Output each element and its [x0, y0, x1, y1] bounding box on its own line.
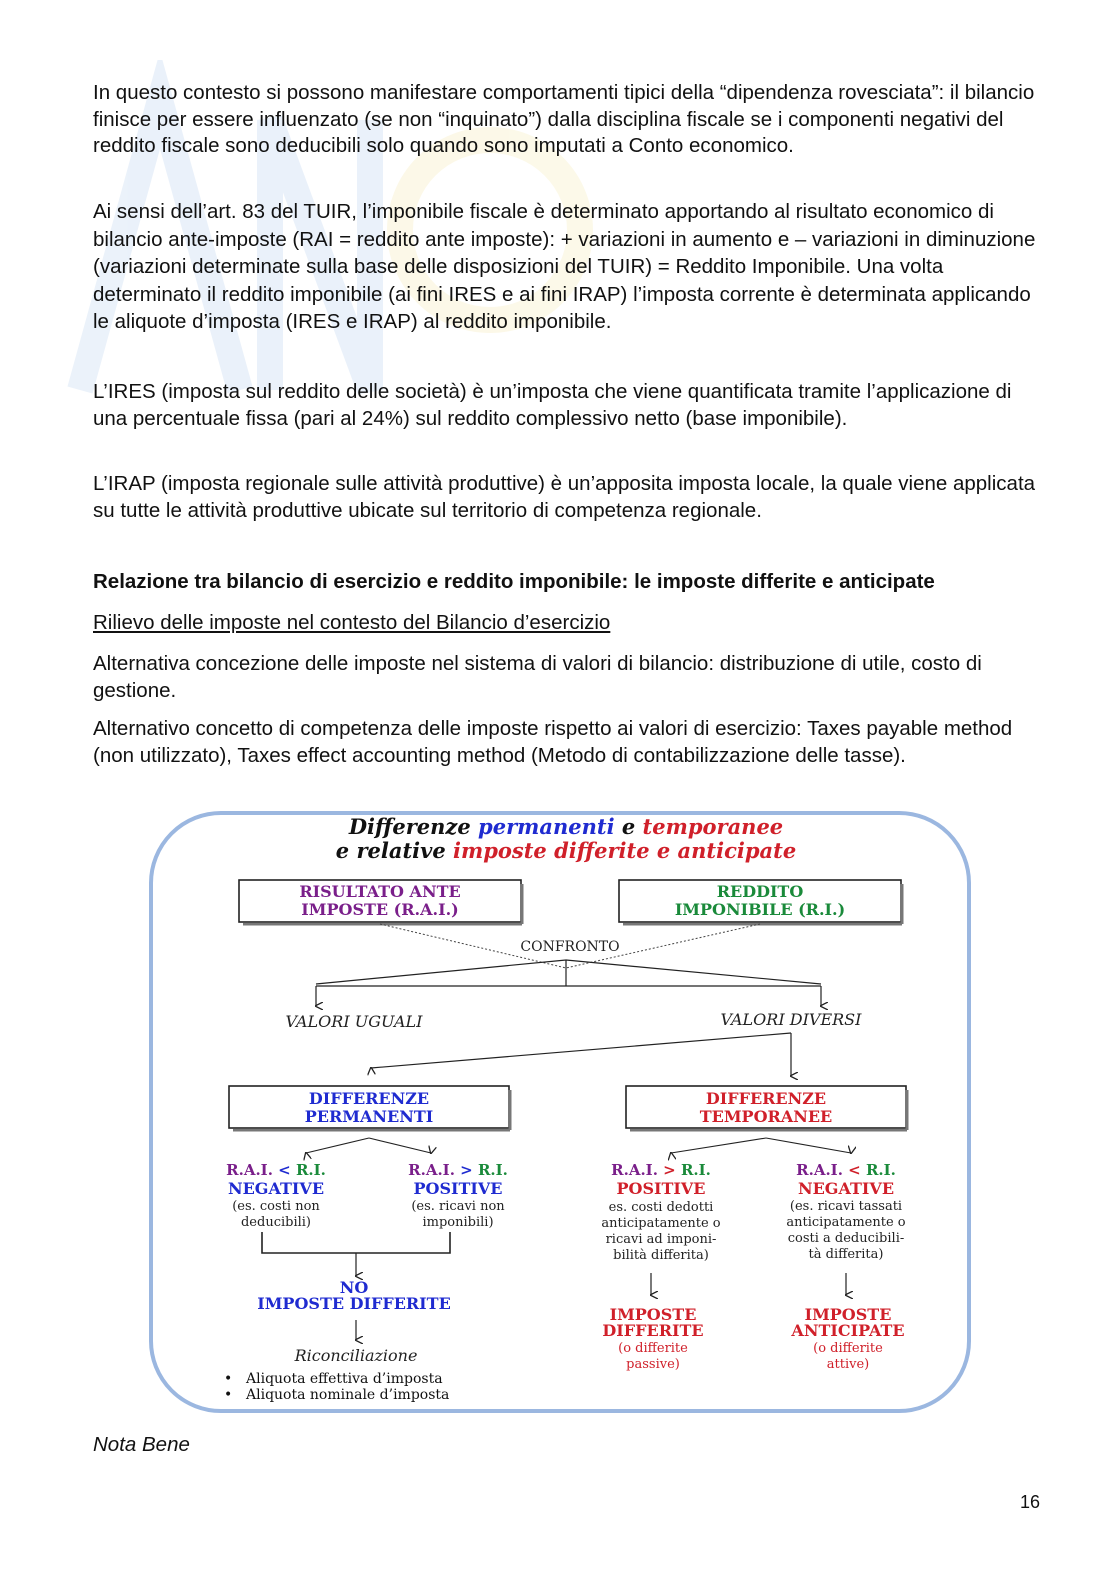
svg-text:imponibili): imponibili) — [422, 1215, 494, 1230]
rai-box — [239, 880, 522, 924]
svg-text:Aliquota nominale d’imposta: Aliquota nominale d’imposta — [246, 1387, 450, 1403]
svg-text:PERMANENTI: PERMANENTI — [304, 1107, 434, 1126]
svg-text:R.A.I. < R.I.: R.A.I. < R.I. — [226, 1161, 326, 1179]
svg-text:anticipatamente o: anticipatamente o — [601, 1216, 721, 1231]
svg-text:R.A.I. < R.I.: R.A.I. < R.I. — [796, 1161, 896, 1179]
section-subheading: Rilievo delle imposte nel contesto del Bilancio d’esercizio — [93, 611, 611, 634]
svg-text:DIFFERENZE: DIFFERENZE — [705, 1089, 827, 1108]
svg-text:POSITIVE: POSITIVE — [413, 1179, 503, 1198]
valori-uguali-label: VALORI UGUALI — [285, 1012, 423, 1031]
paragraph-4: L’IRAP (imposta regionale sulle attività produttive) è un’apposita imposta locale, la quale viene applicata su tutte le attività produttive ubicate sul territorio di competenza regionale. — [93, 472, 1036, 522]
svg-text:DIFFERENZE: DIFFERENZE — [308, 1089, 430, 1108]
svg-text:deducibili): deducibili) — [240, 1215, 312, 1230]
svg-text:TEMPORANEE: TEMPORANEE — [699, 1107, 833, 1126]
svg-text:DIFFERITE: DIFFERITE — [602, 1321, 704, 1340]
paragraph-6: Alternativo concetto di competenza delle imposte rispetto ai valori di esercizio: Taxes payable method (non utilizzato), Taxes effect accounting method (Metodo di contabilizzazione delle tasse). — [93, 717, 1013, 767]
svg-text:IMPOSTE (R.A.I.): IMPOSTE (R.A.I.) — [301, 900, 459, 919]
diagram-title-line1: Differenze permanenti e temporanee — [348, 814, 784, 839]
paragraph-1: In questo contesto si possono manifestare comportamenti tipici della “dipendenza rovesciata”: il bilancio finisce per essere influenzato (se non “inquinato”) dalla disciplina fiscale se i componenti negativi del reddito fiscale sono deducibili solo quando sono imputati a Conto economico. — [93, 81, 1035, 157]
svg-text:ricavi ad imponi-: ricavi ad imponi- — [605, 1232, 717, 1247]
svg-text:es. costi dedotti: es. costi dedotti — [608, 1200, 714, 1215]
paragraph-2: Ai sensi dell’art. 83 del TUIR, l’imponibile fiscale è determinato apportando al risultato economico di bilancio ante-imposte (RAI = reddito ante imposte): + variazioni in aumento e – variazioni in diminuzione (variazioni determinate sulla base delle disposizioni del TUIR) = Reddito Imponibile. Una volta determinato il reddito imponibile (ai fini IRES e ai fini IRAP) l’imposta corrente è determinata applicando le aliquote d’imposta (IRES e IRAP) al reddito imponibile. — [93, 200, 1036, 333]
no-imposte-differite — [257, 1278, 451, 1313]
svg-text:NO: NO — [339, 1278, 369, 1297]
svg-text:•: • — [224, 1371, 233, 1387]
section-heading: Relazione tra bilancio di esercizio e reddito imponibile: le imposte differite e anticipate — [93, 570, 935, 593]
svg-text:REDDITO: REDDITO — [716, 882, 804, 901]
riconciliazione-label: Riconciliazione — [294, 1346, 418, 1365]
svg-text:(es. ricavi tassati: (es. ricavi tassati — [789, 1199, 903, 1214]
aliquote-list — [224, 1371, 449, 1403]
svg-text:anticipatamente o: anticipatamente o — [786, 1215, 906, 1230]
svg-text:IMPONIBILE (R.I.): IMPONIBILE (R.I.) — [674, 900, 846, 919]
diagram-title-line2: e relative imposte differite e anticipate — [335, 838, 797, 863]
svg-text:NEGATIVE: NEGATIVE — [797, 1179, 895, 1198]
svg-text:bilità differita): bilità differita) — [613, 1248, 709, 1263]
svg-text:IMPOSTE DIFFERITE: IMPOSTE DIFFERITE — [257, 1294, 451, 1313]
temporanee-negative — [786, 1161, 905, 1262]
tax-differences-diagram — [146, 808, 976, 1418]
svg-text:tà differita): tà differita) — [808, 1247, 884, 1262]
svg-text:R.A.I. > R.I.: R.A.I. > R.I. — [408, 1161, 508, 1179]
imposte-differite — [602, 1305, 703, 1372]
svg-text:(o differite: (o differite — [813, 1341, 883, 1356]
ri-box — [619, 880, 902, 924]
permanenti-negative — [226, 1161, 326, 1230]
svg-text:ANTICIPATE: ANTICIPATE — [791, 1321, 905, 1340]
imposte-anticipate — [790, 1305, 904, 1372]
nota-bene: Nota Bene — [93, 1433, 190, 1456]
svg-text:IMPOSTE: IMPOSTE — [804, 1305, 892, 1324]
temporanee-positive — [601, 1161, 720, 1263]
svg-text:•: • — [224, 1387, 233, 1403]
differenze-permanenti-box — [229, 1086, 510, 1130]
svg-text:RISULTATO ANTE: RISULTATO ANTE — [299, 882, 461, 901]
svg-text:passive): passive) — [626, 1357, 680, 1372]
svg-text:(o differite: (o differite — [618, 1341, 688, 1356]
svg-text:Aliquota effettiva d’imposta: Aliquota effettiva d’imposta — [246, 1371, 443, 1387]
svg-text:(es. ricavi non: (es. ricavi non — [411, 1199, 505, 1214]
paragraph-3: L’IRES (imposta sul reddito delle società) è un’imposta che viene quantificata tramite l’applicazione di una percentuale fissa (pari al 24%) sul reddito complessivo netto (base imponibile). — [93, 380, 1012, 430]
svg-text:NEGATIVE: NEGATIVE — [227, 1179, 325, 1198]
valori-diversi-label: VALORI DIVERSI — [720, 1010, 862, 1029]
svg-text:attive): attive) — [826, 1357, 870, 1372]
paragraph-5: Alternativa concezione delle imposte nel sistema di valori di bilancio: distribuzione di utile, costo di gestione. — [93, 652, 982, 702]
svg-text:IMPOSTE: IMPOSTE — [609, 1305, 697, 1324]
svg-text:costi a deducibili-: costi a deducibili- — [787, 1231, 905, 1246]
page-number: 16 — [1019, 1492, 1040, 1512]
differenze-temporanee-box — [626, 1086, 907, 1130]
svg-text:(es. costi non: (es. costi non — [232, 1199, 320, 1214]
confronto-label: CONFRONTO — [520, 939, 620, 955]
permanenti-positive — [408, 1161, 508, 1230]
svg-text:POSITIVE: POSITIVE — [616, 1179, 706, 1198]
svg-text:R.A.I. > R.I.: R.A.I. > R.I. — [611, 1161, 711, 1179]
